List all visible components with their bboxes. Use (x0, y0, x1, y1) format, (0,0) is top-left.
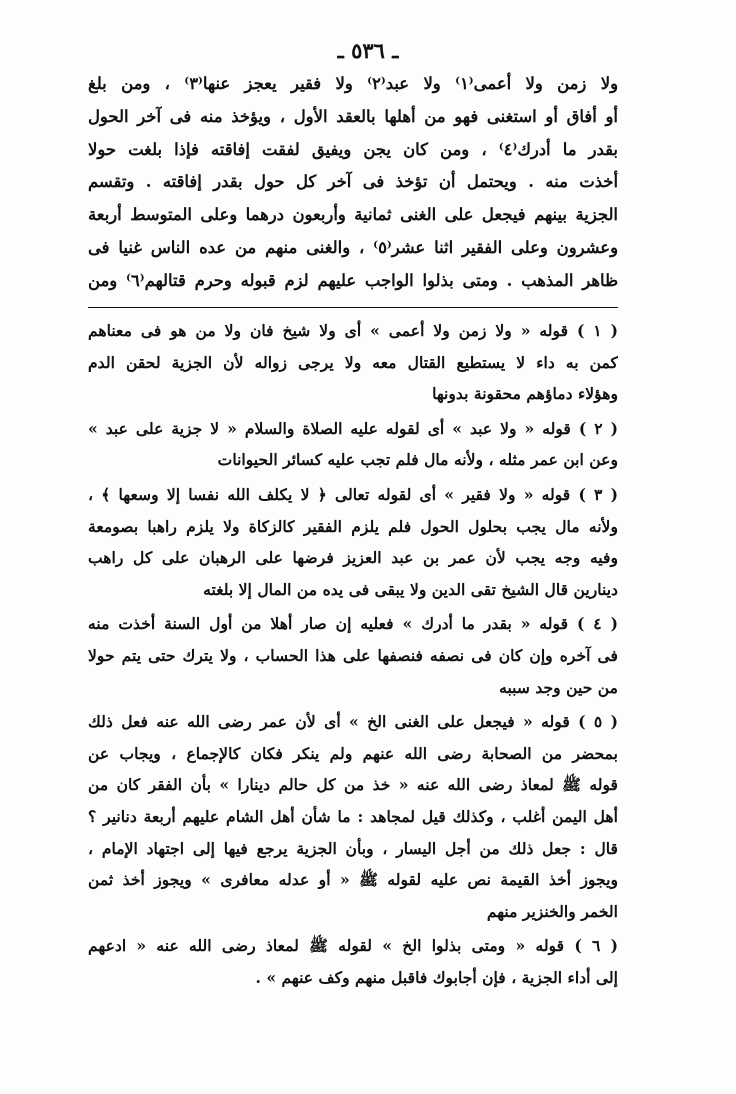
main-text-line: أخذت منه . ويحتمل أن تؤخذ فى آخر كل حول بقدر إفاقته . وتقسم (88, 172, 618, 192)
footnote-line: قوله ﷺ لمعاذ رضى الله عنه « خذ من كل حالم دينارا » بأن الفقر كان من (88, 775, 618, 795)
footnote-line: ( ٣ ) قوله « ولا فقير » أى لقوله تعالى ﴿ لا يكلف الله نفسا إلا وسعها ﴾ ، (88, 484, 618, 504)
footnote-6 (88, 930, 618, 993)
page-number: ـ ٥٣٦ ـ (337, 38, 399, 63)
main-text-block (88, 68, 618, 298)
main-text-line: الجزية بينهم فيجعل على الغنى ثمانية وأربعون درهما وعلى المتوسط أربعة (88, 205, 618, 225)
footnote-line: ( ٢ ) قوله « ولا عبد » أى لقوله عليه الصلاة والسلام « لا جزية على عبد » (88, 418, 618, 438)
footnote-line: الخمر والخنزير منهم (486, 901, 618, 921)
footnote-line: من حين وجد سببه (499, 677, 618, 697)
footnote-4 (88, 608, 618, 703)
main-text-line: أو أفاق أو استغنى فهو من أهلها بالعقد الأول ، ويؤخذ منه فى آخر الحول (88, 106, 618, 126)
footnote-1 (88, 315, 618, 410)
footnote-line: بمحضر من الصحابة رضى الله عنهم ولم ينكر فكان كالإجماع ، ويجاب عن (88, 743, 618, 763)
footnote-5 (88, 706, 618, 927)
main-text-line: وعشرون وعلى الفقير اثنا عشر⁽٥⁾ ، والغنى منهم من عده الناس غنيا فى (88, 237, 618, 257)
footnote-line: وعن ابن عمر مثله ، ولأنه مال فلم تجب عليه كسائر الحيوانات (217, 450, 618, 470)
footnotes-section (88, 315, 618, 996)
footnote-line: أهل اليمن أغلب ، وكذلك قيل لمجاهد : ما شأن أهل الشام عليهم أربعة دنانير ؟ (88, 806, 618, 826)
footnote-2 (88, 413, 618, 476)
footnote-line: ( ١ ) قوله « ولا زمن ولا أعمى » أى ولا شيخ فان ولا من هو فى معناهم (88, 321, 618, 340)
footnote-line: فى آخره وإن كان فى نصفه فنصفها على هذا الحساب ، ولا يترك حتى يتم حولا (88, 645, 618, 665)
footnote-line: قال : جعل ذلك من أجل اليسار ، وبأن الجزية يرجع فيها إلى اجتهاد الإمام ، (88, 838, 618, 858)
main-text-line: ولا زمن ولا أعمى⁽١⁾ ولا عبد⁽٢⁾ ولا فقير يعجز عنها⁽٣⁾ ، ومن بلغ (88, 74, 618, 93)
footnote-line: ( ٤ ) قوله « بقدر ما أدرك » فعليه إن صار أهلا من أول السنة أخذت منه (88, 614, 618, 634)
footnote-line: وفيه وجه يجب لأن عمر بن عبد العزيز فرضها على الرهبان على كل راهب (88, 548, 618, 568)
main-text-line: ظاهر المذهب . ومتى بذلوا الواجب عليهم لزم قبوله وحرم قتالهم⁽٦⁾ ومن (88, 270, 618, 290)
footnote-line: ( ٥ ) قوله « فيجعل على الغنى الخ » أى لأن عمر رضى الله عنه فعل ذلك (88, 712, 618, 732)
footnote-3 (88, 479, 618, 605)
footnote-separator (88, 307, 618, 308)
main-text-line: بقدر ما أدرك⁽٤⁾ ، ومن كان يجن ويفيق لفقت إفاقته فإذا بلغت حولا (88, 139, 618, 159)
footnote-line: دينارين قال الشيخ تقى الدين ولا يبقى فى يده من المال إلا بلغته (203, 579, 618, 599)
footnote-line: كمن به داء لا يستطيع القتال معه ولا يرجى زواله لأن الجزية لحقن الدم (88, 352, 618, 372)
footnote-line: ( ٦ ) قوله « ومتى بذلوا الخ » لقوله ﷺ لمعاذ رضى الله عنه « ادعهم (88, 936, 618, 956)
footnote-line: وهؤلاء دماؤهم محقونة بدونها (432, 384, 618, 404)
footnote-line: ولأنه مال يجب بحلول الحول فلم يلزم الفقير كالزكاة ولا يلزم راهبا بصومعة (88, 516, 618, 536)
footnote-line: ويجوز أخذ القيمة نص عليه لقوله ﷺ « أو عدله معافرى » ويجوز أخذ ثمن (88, 870, 618, 890)
footnote-line: إلى أداء الجزية ، فإن أجابوك فاقبل منهم وكف عنهم » . (255, 967, 618, 987)
